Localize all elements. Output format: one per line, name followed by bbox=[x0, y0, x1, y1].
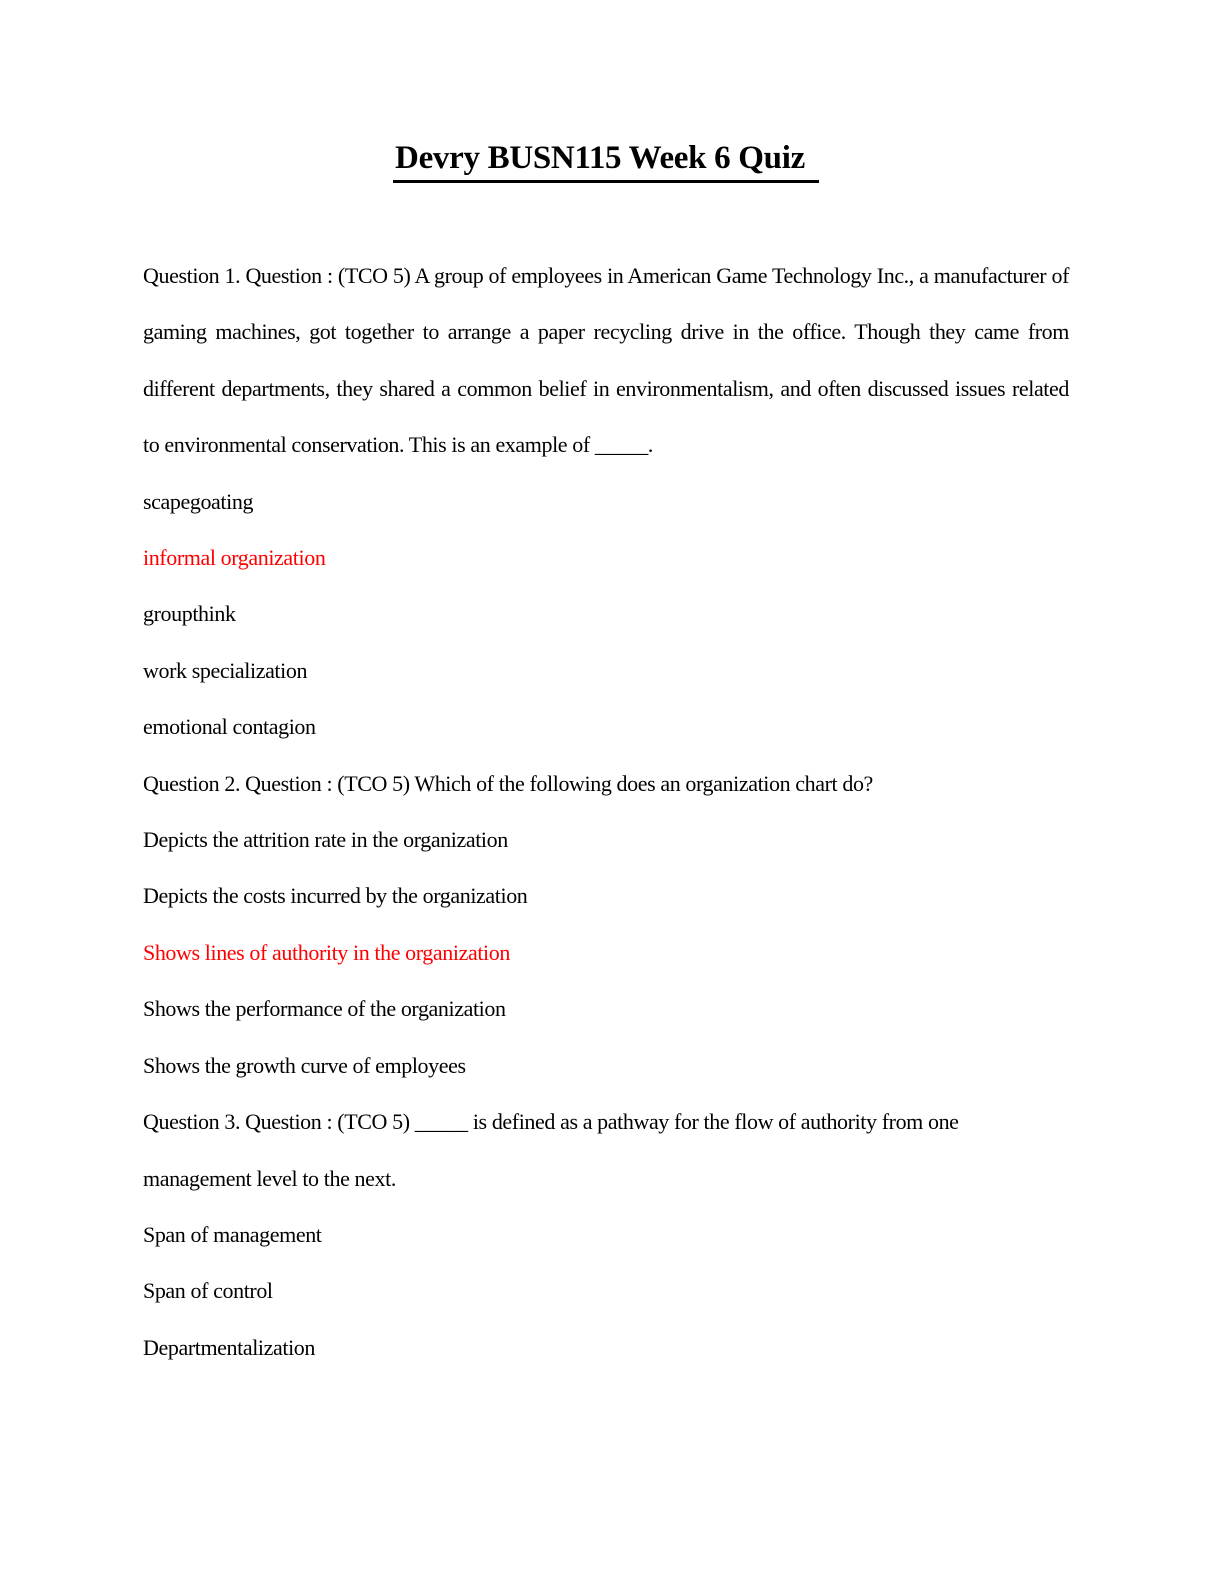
question-3-option-1: Span of management bbox=[143, 1221, 322, 1247]
question-1-option-2: informal organization bbox=[143, 545, 326, 571]
page-title-text: Devry BUSN115 Week 6 Quiz bbox=[393, 140, 819, 183]
question-2-option-1: Depicts the attrition rate in the organization bbox=[143, 827, 508, 853]
question-2-prompt: Question 2. Question : (TCO 5) Which of the following does an organization chart do? bbox=[143, 770, 873, 796]
question-1-option-1: scapegoating bbox=[143, 488, 254, 514]
question-1-option-5: emotional contagion bbox=[143, 714, 316, 740]
question-2-option-2: Depicts the costs incurred by the organization bbox=[143, 883, 528, 909]
question-3-prompt: Question 3. Question : (TCO 5) _____ is defined as a pathway for the flow of authority from one management level to the next. bbox=[143, 1109, 959, 1191]
question-2-option-4: Shows the performance of the organization bbox=[143, 996, 506, 1022]
question-1-option-3: groupthink bbox=[143, 601, 236, 627]
question-3-option-3: Departmentalization bbox=[143, 1334, 315, 1360]
question-1-prompt: Question 1. Question : (TCO 5) A group of employees in American Game Technology Inc., a manufacturer of gaming machines, got together to arrange a paper recycling drive in the office. Though they came from different departments, they shared a common belief in environmentalism, and often discussed issues related to environmental conservation. This is an example of _____. bbox=[143, 263, 1069, 458]
quiz-content bbox=[143, 248, 1069, 1376]
question-2-option-3: Shows lines of authority in the organization bbox=[143, 939, 510, 965]
question-2-option-5: Shows the growth curve of employees bbox=[143, 1052, 466, 1078]
question-3-option-2: Span of control bbox=[143, 1278, 273, 1304]
page-title bbox=[143, 138, 1069, 178]
question-1-option-4: work specialization bbox=[143, 657, 308, 683]
